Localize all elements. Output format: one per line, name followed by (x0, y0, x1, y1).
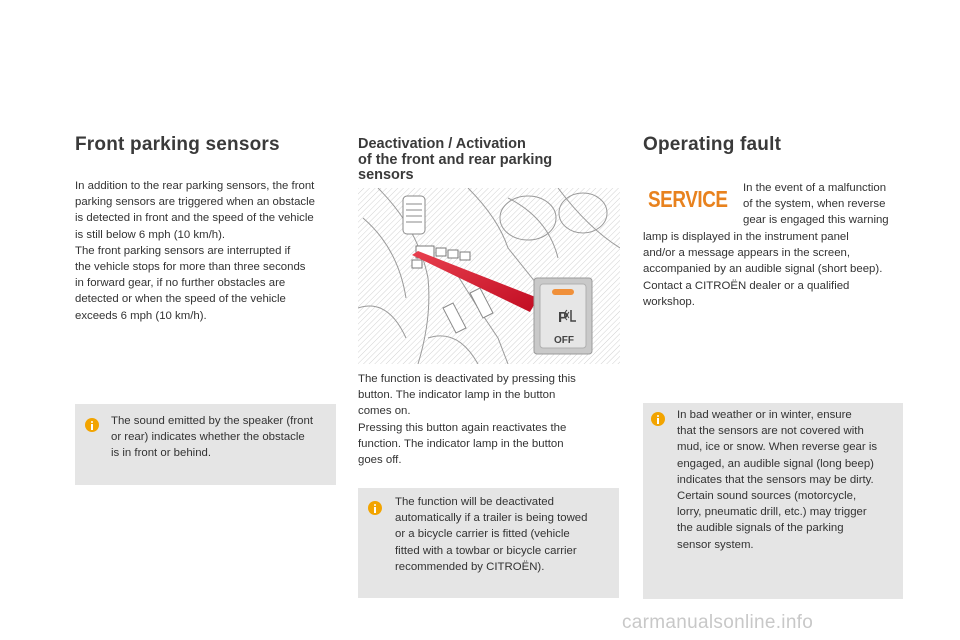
deactivation-activation-heading: Deactivation / Activation of the front and rear parking sensors (358, 136, 553, 183)
col1-info-text: The sound emitted by the speaker (front or rear) indicates whether the obstacle is in front or behind. (111, 415, 313, 460)
front-parking-sensors-text: In addition to the rear parking sensors, the front parking sensors are triggered when an obstacle is detected in front and the speed of the vehicle is still below 6 mph (10 km/h). The front parking sensors are interrupted if the vehicle stops for more than three seconds in forward gear, if no further obstacles are detected or when the speed of the vehicle exceeds 6 mph (10 km/h). (75, 180, 315, 322)
col3-info-text: In bad weather or in winter, ensure that the sensors are not covered with mud, ice or snow. When reverse gear is engaged, an audible signal (long beep) indicates that the sensors may be dirty. Certain sound sources (motorcycle, lorry, pneumatic drill, etc.) may trigger the audible signals of the parking sensor system. (677, 409, 878, 551)
air-vent (403, 196, 425, 234)
deactivation-text: The function is deactivated by pressing this button. The indicator lamp in the button comes on. Pressing this button again reactivates the function. The indicator lamp in the button goes off. (358, 373, 576, 467)
col2-info-text: The function will be deactivated automatically if a trailer is being towed or a bicycle carrier is fitted (vehicle fitted with a towbar or bicycle carrier recommended by CITROËN). (395, 496, 588, 573)
info-icon (368, 501, 382, 515)
col1-info-box (75, 404, 336, 485)
front-parking-sensors-heading: Front parking sensors (75, 134, 280, 155)
off-button[interactable] (534, 278, 592, 354)
info-icon (651, 412, 665, 426)
watermark: carmanualsonline.info (622, 612, 814, 633)
indicator-lamp (552, 289, 574, 295)
operating-fault-text-right: In the event of a malfunction of the system, when reverse gear is engaged this warning (743, 182, 889, 227)
service-warning-lamp-icon (648, 186, 732, 218)
info-icon (85, 418, 99, 432)
off-label: OFF (554, 335, 574, 346)
col3-info-box (643, 403, 903, 599)
service-lamp-label: SERVICE (648, 186, 728, 212)
operating-fault-heading: Operating fault (643, 134, 782, 155)
parking-symbol: P (558, 309, 569, 326)
col2-info-box (358, 488, 619, 598)
dashboard-switch-illustration (358, 188, 620, 364)
operating-fault-text: lamp is displayed in the instrument panel and/or a message appears in the screen, accompanied by an audible signal (short beep). Contact a CITROËN dealer or a qualified workshop. (643, 231, 883, 308)
